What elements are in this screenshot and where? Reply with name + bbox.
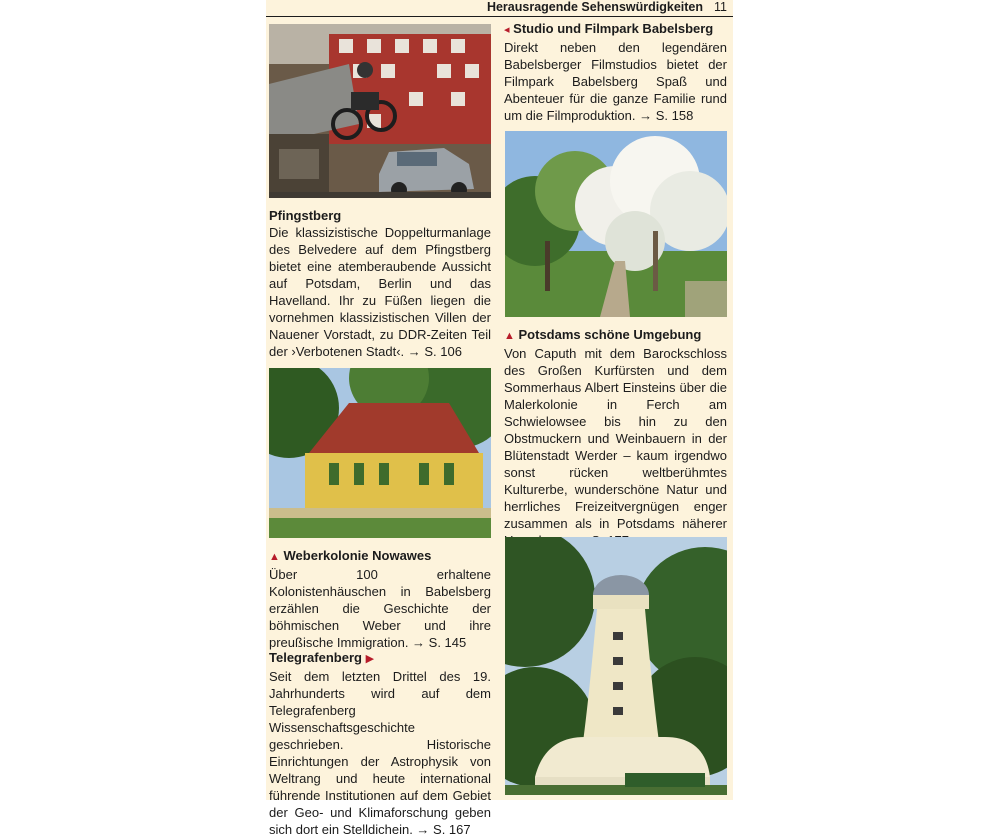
photo-blossom-trees xyxy=(505,131,727,317)
heading-pfingstberg: Pfingstberg xyxy=(269,208,342,223)
header-title: Herausragende Sehenswürdigkeiten xyxy=(486,0,703,14)
section-telegrafenberg xyxy=(269,649,491,838)
triangle-right-icon: ▶ xyxy=(365,653,375,665)
section-pfingstberg xyxy=(269,207,491,360)
triangle-up-icon: ▲ xyxy=(269,551,280,563)
text-nowawes: Über 100 erhaltene Kolonistenhäuschen in Babelsberg erzählen die Geschichte der böhmischen Weber und ihre preußische Immigration. → S. 145 xyxy=(269,567,491,650)
heading-umgebung-text: Potsdams schöne Umgebung xyxy=(518,327,702,342)
text-telegrafenberg: Seit dem letzten Drittel des 19. Jahrhunderts wird auf dem Telegrafenberg Wissenschaftsgeschichte geschrieben. Historische Einrichtungen der Astrophysik von Weltrang und heute international führende Institutionen auf dem Gebiet der Geo- und Klimaforschung geben sich dort ein Stelldichein. → S. 167 xyxy=(269,669,491,837)
triangle-left-icon: ◂ xyxy=(504,24,510,36)
triangle-up-icon: ▲ xyxy=(504,330,515,342)
section-nowawes xyxy=(269,547,491,651)
heading-nowawes xyxy=(269,547,491,566)
page-number: 11 xyxy=(714,0,727,14)
text-umgebung: Von Caputh mit dem Barockschloss des Großen Kurfürsten und dem Sommerhaus Albert Einsteins über die Malerkolonie in Ferch am Schwielowsee bis hin zu den Obstmuckern und Weinbauern in der Blütenstadt Werder – kaum irgendwo sonst rücken weltberühmtes Kulturerbe, wunderschöne Natur und herrliches Freizeitvergnügen enger zusammen als in Potsdams näherer xyxy=(504,346,727,531)
heading-studio-text: Studio und Filmpark Babelsberg xyxy=(513,21,714,36)
heading-telegrafenberg xyxy=(269,649,491,668)
photo-einsteinturm xyxy=(505,537,727,795)
heading-telegrafenberg-text: Telegrafenberg xyxy=(269,650,362,665)
text-studio-filmpark: Direkt neben den legendären Babelsberger Filmstudios bietet der Filmpark Babelsberg Spaß und Abenteuer für die ganze Familie rund um die Filmproduktion. → S. 158 xyxy=(504,40,727,123)
section-umgebung xyxy=(504,326,727,549)
section-studio-filmpark xyxy=(504,20,727,124)
photo-weberhaus xyxy=(269,368,491,538)
heading-umgebung xyxy=(504,326,727,345)
text-pfingstberg: Die klassizistische Doppelturmanlage des Belvedere auf dem Pfingstberg bietet eine atemberaubende Aussicht auf Potsdam, Berlin und das Havelland. Ihr zu Füßen liegen die vornehmen klassizistischen Villen der Nauener Vorstadt, zu DDR-Zeiten Teil der ›Verbotenen Stadt‹. → S. 106 xyxy=(269,225,491,359)
photo-filmpark-stunt xyxy=(269,24,491,198)
heading-nowawes-text: Weberkolonie Nowawes xyxy=(283,548,432,563)
book-page xyxy=(266,0,733,837)
running-header xyxy=(266,0,733,17)
heading-studio-filmpark xyxy=(504,20,727,39)
